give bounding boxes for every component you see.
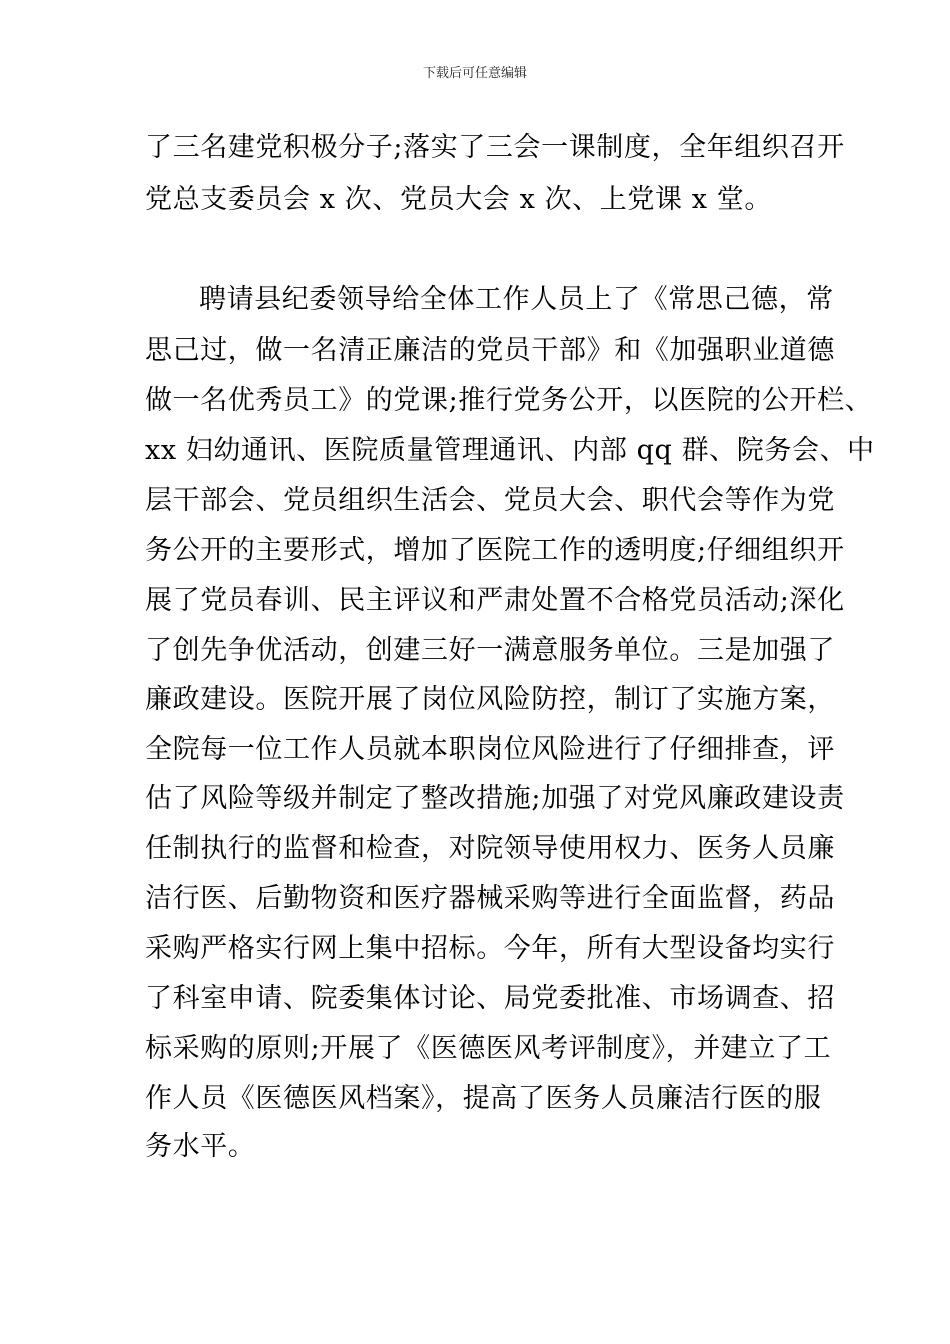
text-line: 了三名建党积极分子;落实了三会一课制度，全年组织召开 xyxy=(145,132,845,163)
text-line: 洁行医、后勤物资和医疗器械采购等进行全面监督，药品 xyxy=(145,883,835,914)
text-line: 任制执行的监督和检查，对院领导使用权力、医务人员廉 xyxy=(145,833,835,864)
text-line: xx 妇幼通讯、医院质量管理通讯、内部 qq 群、院务会、中 xyxy=(145,435,875,466)
text-line: 展了党员春训、民主评议和严肃处置不合格党员活动;深化 xyxy=(145,585,845,616)
text-line: 标采购的原则;开展了《医德医风考评制度》，并建立了工 xyxy=(145,1033,832,1064)
text-line: 层干部会、党员组织生活会、党员大会、职代会等作为党 xyxy=(145,485,835,516)
text-line: 作人员《医德医风档案》，提高了医务人员廉洁行医的服 xyxy=(145,1083,822,1114)
text-line: 聘请县纪委领导给全体工作人员上了《常思己德，常 xyxy=(199,284,834,315)
text-line: 全院每一位工作人员就本职岗位风险进行了仔细排查，评 xyxy=(145,734,835,765)
text-line: 了科室申请、院委集体讨论、局党委批准、市场调查、招 xyxy=(145,983,835,1014)
text-line: 廉政建设。医院开展了岗位风险防控，制订了实施方案， xyxy=(145,684,835,715)
text-line: 务公开的主要形式，增加了医院工作的透明度;仔细组织开 xyxy=(145,535,845,566)
text-line: 党总支委员会 x 次、党员大会 x 次、上党课 x 堂。 xyxy=(145,184,772,215)
text-line: 务水平。 xyxy=(145,1131,256,1162)
text-line: 采购严格实行网上集中招标。今年，所有大型设备均实行 xyxy=(145,933,835,964)
text-line: 做一名优秀员工》的党课;推行党务公开，以医院的公开栏、 xyxy=(145,385,873,416)
text-line: 思己过，做一名清正廉洁的党员干部》和《加强职业道德 xyxy=(145,335,835,366)
text-line: 估了风险等级并制定了整改措施;加强了对党风廉政建设责 xyxy=(145,783,845,814)
text-line: 了创先争优活动，创建三好一满意服务单位。三是加强了 xyxy=(145,635,835,666)
page-header: 下载后可任意编辑 xyxy=(422,66,527,81)
